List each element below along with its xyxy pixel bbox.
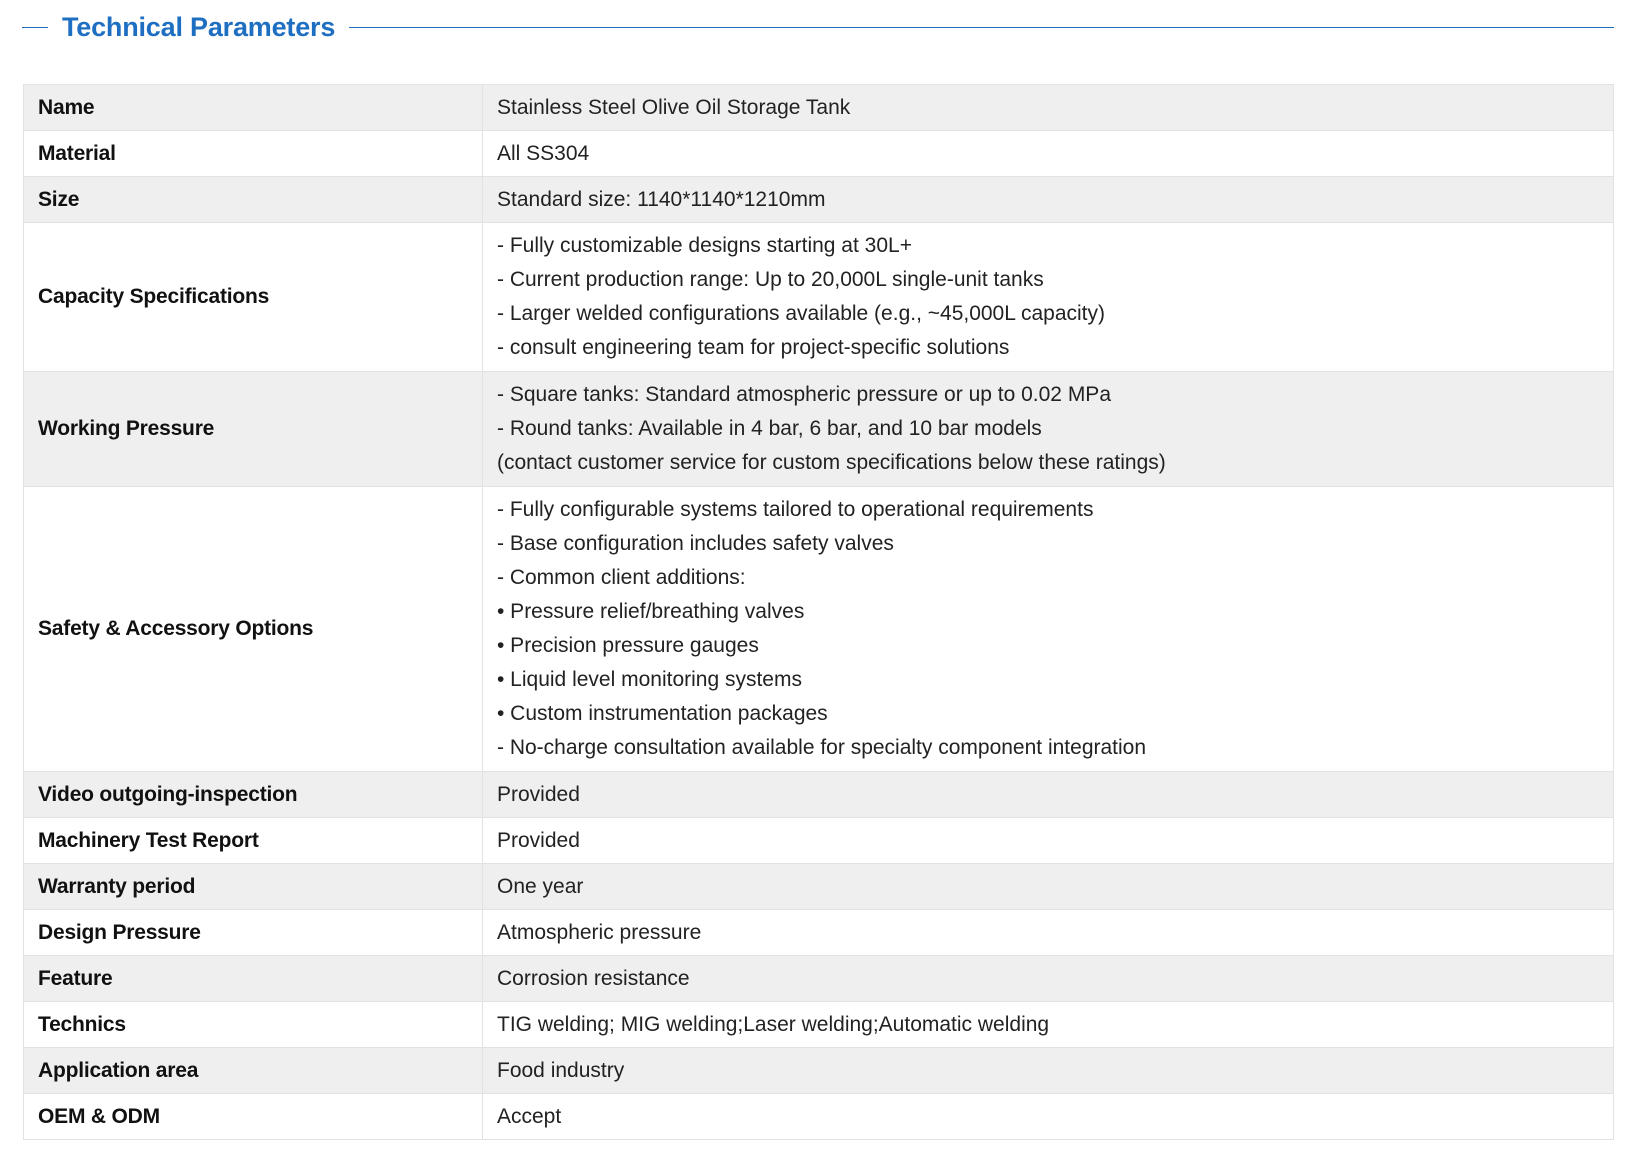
table-row — [24, 1094, 1614, 1140]
parameter-label: Machinery Test Report — [24, 818, 483, 864]
parameter-value-line: Accept — [497, 1104, 562, 1128]
parameter-value-line: (contact customer service for custom specifications below these ratings) — [497, 451, 1166, 474]
parameter-label: Material — [24, 131, 483, 177]
table-row — [24, 85, 1614, 131]
parameter-value-line: • Pressure relief/breathing valves — [497, 600, 805, 623]
header-divider-left — [22, 27, 48, 28]
parameter-value-line: TIG welding; MIG welding;Laser welding;Automatic welding — [497, 1012, 1050, 1036]
table-row — [24, 177, 1614, 223]
parameter-value — [483, 1048, 1614, 1094]
parameter-value-line: Corrosion resistance — [497, 966, 690, 990]
parameter-label: Working Pressure — [24, 372, 483, 487]
parameter-value-line: - Larger welded configurations available (e.g., ~45,000L capacity) — [497, 302, 1106, 325]
parameter-value-line: • Custom instrumentation packages — [497, 702, 828, 725]
section-header — [22, 8, 1614, 46]
parameter-value-line: - Base configuration includes safety valves — [497, 532, 894, 555]
parameter-label: Safety & Accessory Options — [24, 487, 483, 772]
parameter-value — [483, 223, 1614, 372]
parameter-value-line: Provided — [497, 828, 580, 852]
parameter-value — [483, 910, 1614, 956]
table-row — [24, 223, 1614, 372]
parameter-label: Size — [24, 177, 483, 223]
table-row — [24, 372, 1614, 487]
parameter-value — [483, 372, 1614, 487]
parameter-value — [483, 864, 1614, 910]
parameter-value-line: - consult engineering team for project-specific solutions — [497, 336, 1010, 359]
parameter-value — [483, 1002, 1614, 1048]
table-row — [24, 772, 1614, 818]
parameter-value — [483, 85, 1614, 131]
table-row — [24, 818, 1614, 864]
parameter-value — [483, 177, 1614, 223]
parameter-value-line: - Current production range: Up to 20,000L single-unit tanks — [497, 268, 1044, 291]
parameter-label: Feature — [24, 956, 483, 1002]
table-row — [24, 956, 1614, 1002]
table-row — [24, 1048, 1614, 1094]
section-title: Technical Parameters — [62, 11, 336, 42]
parameter-label: Warranty period — [24, 864, 483, 910]
parameter-value-line: • Precision pressure gauges — [497, 634, 759, 657]
parameter-value — [483, 131, 1614, 177]
parameters-table-body — [24, 85, 1614, 1140]
parameter-label: Capacity Specifications — [24, 223, 483, 372]
table-row — [24, 131, 1614, 177]
parameter-value — [483, 956, 1614, 1002]
parameter-value-line: - Common client additions: — [497, 566, 746, 589]
parameter-value-line: - No-charge consultation available for specialty component integration — [497, 736, 1147, 759]
parameter-value-line: - Round tanks: Available in 4 bar, 6 bar, and 10 bar models — [497, 417, 1042, 440]
parameter-label: Design Pressure — [24, 910, 483, 956]
parameter-value-line: Provided — [497, 782, 580, 806]
parameter-value — [483, 772, 1614, 818]
parameter-label: Name — [24, 85, 483, 131]
parameter-value-line: One year — [497, 874, 584, 898]
parameter-label: OEM & ODM — [24, 1094, 483, 1140]
parameter-value-line: - Fully configurable systems tailored to operational requirements — [497, 498, 1094, 521]
table-row — [24, 487, 1614, 772]
table-row — [24, 910, 1614, 956]
parameter-value-line: All SS304 — [497, 141, 590, 165]
parameter-label: Video outgoing-inspection — [24, 772, 483, 818]
parameter-value — [483, 818, 1614, 864]
parameter-value-line: - Fully customizable designs starting at 30L+ — [497, 234, 912, 257]
parameter-value-line: Standard size: 1140*1140*1210mm — [497, 187, 826, 211]
parameter-value-line: Atmospheric pressure — [497, 920, 702, 944]
technical-parameters-table — [23, 84, 1614, 1140]
parameter-value — [483, 487, 1614, 772]
table-row — [24, 1002, 1614, 1048]
parameter-value — [483, 1094, 1614, 1140]
table-row — [24, 864, 1614, 910]
header-divider-right — [349, 27, 1614, 28]
parameter-value-line: • Liquid level monitoring systems — [497, 668, 802, 691]
parameter-label: Application area — [24, 1048, 483, 1094]
parameter-label: Technics — [24, 1002, 483, 1048]
parameter-value-line: Food industry — [497, 1058, 625, 1082]
parameter-value-line: Stainless Steel Olive Oil Storage Tank — [497, 95, 851, 119]
parameter-value-line: - Square tanks: Standard atmospheric pressure or up to 0.02 MPa — [497, 383, 1111, 406]
